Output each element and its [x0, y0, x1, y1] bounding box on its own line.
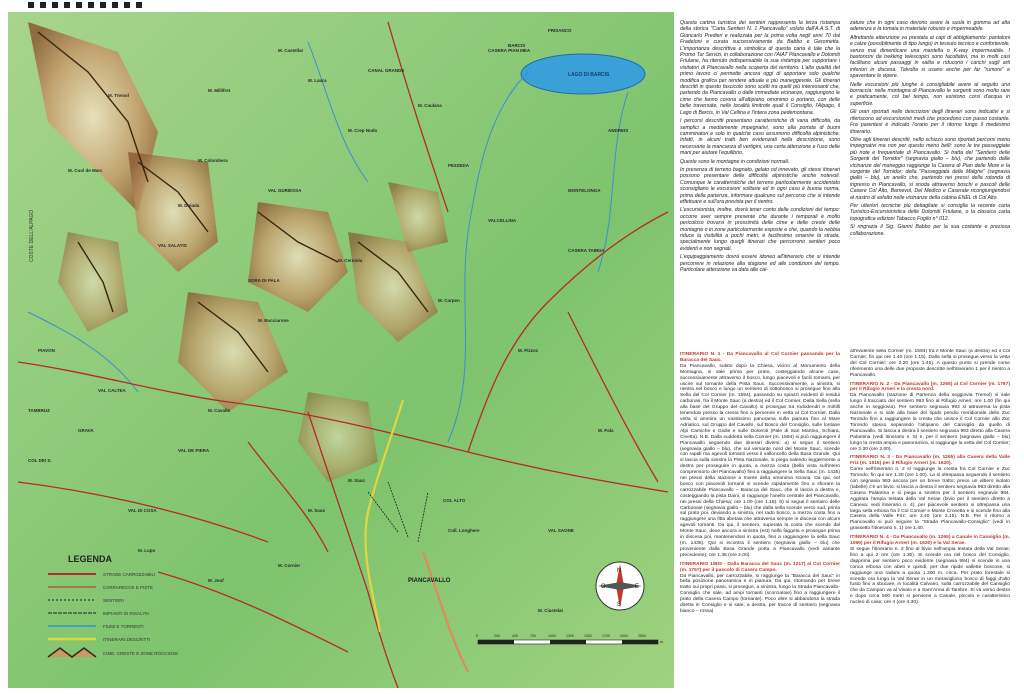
legend-item-1: CARRARECCE E PISTE — [103, 585, 154, 590]
svg-text:700: 700 — [530, 634, 536, 638]
svg-text:1500: 1500 — [584, 634, 592, 638]
color-calibration-bar — [28, 2, 148, 8]
itinerary-1-text: Da Piancavallo, subito dopo la Chiesa, vicino al Monumento della Montagna, si sale prima per prato, costeggiando alcune case, successivamente attraverso il bosco, lungo piacevoli e facili tornanti, per uscire sul tornante della Pista Sauc. Successivamente, a sinistra, si rientra nel bosco e lungo un sentiero di sottobosco si prosegue fino alla Sella del Col Cornier (m. 1594), passando su spiazzi evidenti di residui carbonari, fra il Monte Sauc (a destra) ed il Col Cornier. Dalla Sella (sella alla base del Gruppo del Cavallo) si prosegue tra rododendri e mirtilli tenendosi presso la cresta fino a pervenire in vetta al Col Cornier. Dalla vetta si ammira un vastissimo panorama sulla pianura fino al Mare Adriatico, sul Gruppo del Cavallo, sul Bosco del Consiglio, sulle lontane Alpi Carniche e Giulie e sulle Dolomiti (Pale di San Martino, Schiara, Civetta). N.B. Dalla suddetta sella Cornier (m. 1594) si può raggiungere il Piancavallo seguendo due itinerari diversi: a) si segue il sentiero (segnavia giallo – blu), che sul versante nord del Monte Sauc, scende con rapidi ma agevoli tornanti verso il valloncello della Busa Grande. Qui si lascia sulla sinistra la Pista Nazionale, si piega salendo leggermente a destra per proseguire in quota, a mezza costa (bella vista sull'intero comprensorio del Piancavallo) fino a raggiungere la Sella Sauc (m. 1435) nei pressi della stazione a monte della omonima sciovia. Da qui, nel bosco con piacevoli tornanti si scende rapidamente fino a sfiorare la carrozzabile Piancavallo – Baracca del Sauc, che si lascia a destra e, costeggiando la pista Daini, si raggiunge l'anello centrale del Piancavallo, nei pressi della Chiesa; ore 1.00 (ore 1.15). b) si segue il sentiero delle Carbonaie (segnavia giallo – blu) che dalla sella scende verso sud, prima sul prato poi, deviando a sinistra, nel rado bosco, a mezza costa fino a raggiungere una fitta abetaia che attraversa sempre in discesa con alcuni agevoli tornanti. Da qui, il sentiero, superata la costa che scende dal Monte Sauc, deve ancora a sinistra (est) nella faggeta e prosegue prima in discesa poi, mantenendosi in quota, fino a raggiungere la sella Sauc (m. 1435). Qui si incontra il sentiero (segnavia giallo – blu) che proveniente dalla Busa Grande porta a Piancavallo (vedi variante precedente); ore 1.35 (ore 2.00). — [680, 363, 840, 558]
svg-text:M. Lupo: M. Lupo — [138, 548, 156, 553]
svg-text:ANDREIS: ANDREIS — [608, 128, 629, 133]
itinerary-4-text: Si segue l'itinerario n. 3 fino al bivio nell'ampia testata della Val Serae; fino a qui 2 ore (ore 1.30). Si scende ora nel bosco del Consiglio, dapprima per sentiero poco evidente (segnavia 984) si scende in una conca erbosa con abeti e quindi, per due ripide vallette boscose, si raggiunge una radura a quota 1.300 m. circa. Per prato forestale si scende ora lungo la Val Serae in un meraviglioso bosco di faggi d'alto fusto fino a sbucare, in località Calvario, sulla carrozzabile del Cansiglio che da Campon va al Vivaio e a Sant'Anna di Tambre. Si va verso destra e dopo circa 500 metri si perviene a Canale, piccolo e caratteristico nucleo di case; ore 4 (ore 4.30). — [850, 547, 1010, 606]
itinerary-3-text: Come nell'itinerario n. 2 si raggiunge la cresta fra Col Cornier e Zuc Torondo; fin qui ore 1.30 (ore 1.00). La si oltrepassa seguendo il sentiero con segnavia 993 ancora per un breve tratto; preso un albero isolato (tabelle) c'è un bivio: si lascia a destra il sentiero segnavia 993 diretto alla Casera Palantina e si piega a sinistra per il sentiero segnavia 984. Aggirata l'ampia testata della Val Serae (bivio per il sentiero diretto a Caneva; vedi itinerario n. 4), per piacevole sentiero si oltrepassa una larga sella erbosa fra il Col Cornier e Monte Crosetta e si scende fino alla Casera della Valle Friz; ore 2.40 (ore 2.15). N.B. Per il ritorno a Piancavallo si può seguire la "Strada Piancavallo-Consiglio" (vedi in grassetto l'itinerario n. 1) ore 1.40. — [850, 467, 1010, 532]
svg-text:M. Pizzoc: M. Pizzoc — [518, 348, 539, 353]
svg-text:E: E — [635, 584, 640, 590]
legend-item-6: CIME, CRESTE E ZONE ROCCIOSE — [103, 651, 179, 656]
svg-text:VALCELLINA: VALCELLINA — [488, 218, 517, 223]
svg-text:2500: 2500 — [638, 634, 646, 638]
map-canvas — [8, 12, 674, 688]
itinerary-1-title: ITINERARIO N. 1 - Da Piancavallo al Col Cornier passando per la Baracca del Sauc. — [680, 352, 840, 363]
svg-text:0: 0 — [476, 634, 478, 638]
svg-text:MONTELONGA: MONTELONGA — [568, 188, 601, 193]
svg-text:M. Jouf: M. Jouf — [208, 578, 224, 583]
legend-item-5: ITINERARI DESCRITTI — [103, 637, 151, 642]
svg-text:GRAVA: GRAVA — [78, 428, 94, 433]
svg-text:1700: 1700 — [602, 634, 610, 638]
itinerary-4-title: ITINERARIO N. 4 - Da Piancavallo (m. 1265) a Canale in Cansiglio (m. 1069) per il Rifugio Arneri (m. 1620) e la Val Serae. — [850, 535, 1010, 547]
svg-text:S: S — [617, 602, 622, 608]
legend-item-0: STRADE CARROZZABILI — [103, 572, 156, 577]
svg-text:VAL DE PIERA: VAL DE PIERA — [178, 448, 210, 453]
svg-text:200: 200 — [494, 634, 500, 638]
svg-text:N: N — [617, 568, 622, 574]
svg-text:VAL GURIESSA: VAL GURIESSA — [268, 188, 302, 193]
svg-text:M. Cavallo: M. Cavallo — [208, 408, 231, 413]
svg-text:1000: 1000 — [548, 634, 556, 638]
svg-text:PIAVON: PIAVON — [38, 348, 55, 353]
itinerary-2-title: ITINERARIO N. 2 - Da Piancavallo (m. 1265) al Col Cornier (m. 1767) per il Rifugio Arneri e la cresta nord. — [850, 381, 1010, 393]
legend-item-2: SENTIERI — [103, 598, 124, 603]
svg-text:2000: 2000 — [620, 634, 628, 638]
svg-text:SORA DI PALA: SORA DI PALA — [248, 278, 280, 283]
itinerary-1bis-title: ITINERARIO 1/BIS - Dalla Baracca del Sauc (m. 1217) al Col Cornier (m. 1767) per il pascolo di Casera Campo. — [680, 561, 840, 573]
svg-text:M. Cornier: M. Cornier — [278, 563, 301, 568]
legend-item-4: FIUMI E TORRENTI — [103, 624, 144, 629]
svg-text:COL DEI S.: COL DEI S. — [28, 458, 52, 463]
svg-text:1300: 1300 — [566, 634, 574, 638]
svg-text:PIANCAVALLO: PIANCAVALLO — [408, 578, 451, 584]
svg-text:M. Millifret: M. Millifret — [208, 88, 231, 93]
svg-text:PEZZEDA: PEZZEDA — [448, 163, 470, 168]
svg-text:CANAL GRANDE: CANAL GRANDE — [368, 68, 405, 73]
compass-rose — [596, 562, 644, 610]
svg-text:BARCIS: BARCIS — [508, 43, 526, 48]
svg-text:M. Carpen: M. Carpen — [438, 298, 460, 303]
svg-text:M. Pala: M. Pala — [598, 428, 614, 433]
legend-item-3: IMPIANTI DI RISALITA — [103, 611, 150, 616]
svg-text:VAL CALTEA: VAL CALTEA — [98, 388, 126, 393]
svg-text:M. Colombera: M. Colombera — [198, 158, 228, 163]
itinerary-3-title: ITINERARIO N. 3 - Da Piancavallo (m. 1265) alla Casera della Valle Friz (m. 1515) per il Rifugio Arneri (m. 1620). — [850, 455, 1010, 467]
itinerary-4[interactable] — [423, 552, 468, 672]
itineraries-column-1 — [680, 349, 840, 689]
svg-text:M. Tremol: M. Tremol — [108, 93, 130, 98]
svg-text:M. Castellat: M. Castellat — [278, 48, 304, 53]
svg-text:Coll. Longhere: Coll. Longhere — [448, 528, 480, 533]
svg-text:M. Dolada: M. Dolada — [178, 203, 200, 208]
svg-text:M. Caulana: M. Caulana — [418, 103, 442, 108]
svg-text:M. Saus: M. Saus — [308, 508, 326, 513]
svg-text:CASERA TABEIA: CASERA TABEIA — [568, 248, 605, 253]
legend-symbol-peaks — [48, 648, 96, 657]
itinerary-2-text: Da Piancavallo (stazione di Partenza della seggiovia Tremol) si sale lungo il tracciato del sentiero 993 fino al Rifugio Arneri; ore 1.00 (fin qui anche in seggiovia). Per sentiero segnavia 993 si attraversa la pista Nazionale e si sale alla base del ripido pendio meridionale dello Zuc Torondo fino a raggiungere la cresta che unisce il Col Cornier allo Zuc Torondo stesso separando l'altipiano del Cansiglio da quello di Piancavallo. Si lascia a destra il sentiero segnavia 993 diretto alla Casera Palantina (vedi itinerario n. 5) e, per il sentiero (segnavia giallo – blu) lungo la cresta ampia e panoramica, si raggiunge la vetta del Col Cornier; ore 2.30 (ore 2.00). — [850, 393, 1010, 452]
svg-text:m.: m. — [660, 640, 664, 644]
mountain-ridges — [28, 22, 448, 482]
svg-text:M. Bucciarone: M. Bucciarone — [258, 318, 289, 323]
intro-column-1: Questa cartina turistica dei sentieri rappresenta la terza ristampa della storica "Carta Sentieri N. 1 Piancavallo" voluta dall'A.A.S.T. di Giancarlo Predieri e realizzata per la prima volta negli anni 70 dal Fradeloni e curata successivamente da Babbo e Gerometta. L'importanza descrittiva e simbolica di questa carta è tale che la Promo Tur Servizi, in collaborazione con l'AIAT Piancavallo e Dolomiti Friulane, ha ritenuto indispensabile la sua ristampa per supportare i visitatori di Piancavallo nella scoperta del territorio. L'alta qualità del primo lavoro ci permette ancora oggi di apportare solo qualche modifica grafica per rendere attuale e più maneggevole. Gli itinerari descritti in questo fascicolo sono scelti tra quelli più interessanti che, partendo da Piancavallo o dalle immediate vicinanze, raggiungono le cime che fanno corona all'altipiano omonimo o portano, con delle belle traversate, nelle località limitrofe quali il Consiglio, l'Alpago, il Lago di Barcis, in Val Cellina e l'intera zona pedemontana. I percorsi descritti presentano caratteristiche di varia difficoltà, da semplici a mediamente impegnativi, sono alla portata di buoni camminatori e solo in qualche caso assumono difficoltà alpinistiche. Infatti, in alcuni tratti ben evidenziati nella descrizione, sono necessarie la mancanza di vertigini, una certa attenzione e l'uso delle mani per aiutare l'equilibrio. Queste sono le montagne in condizioni normali. In presenza di terreno bagnato, gelato od innevato, gli stessi itinerari possono presentare delle difficoltà alpinistiche anche notevoli. Comunque le caratteristiche del terreno particolarmente accidentato sconsigliano le escursioni solitarie ed in ogni caso è buona norma, prima della partenza, informare qualcuno sul percorso che si intende effettuare e sull'ora prevista per il rientro. L'escursionista, inoltre, dovrà tener conto delle condizioni del tempo: occorre aver sempre presente che durante i temporali è molto pericoloso trovarsi in prossimità delle cime e delle creste delle montagne o in zone particolarmente esposte e che, quando la nebbia riduce la visibilità a pochi metri, è facilissimo smarrire la strada, specialmente lungo quegli itinerari che percorrono sentieri poco evidenti e non segnati. L'equipaggiamento dovrà essere idoneo all'itinerario che si intende percorrere in relazione alla stagione ed alle condizioni del tempo. Particolare attenzione va data alle cal- — [680, 20, 840, 274]
svg-text:COSTE DELL'ALPAGO: COSTE DELL'ALPAGO — [29, 209, 35, 262]
svg-text:VAL SALATIS: VAL SALATIS — [158, 243, 187, 248]
trail-map[interactable] — [8, 12, 674, 688]
svg-text:O: O — [601, 584, 606, 590]
itinerary-1bis-text: Da Piancavallo, per carrozzabile, si raggiunge la "Baracca del Sauc" in bella posizione panoramica e in pianura. Da qui, ritornando per breve tratto sui propri passi, si prosegue, a sinistra, lungo la Strada Piancavallo-Consiglio che sale, ad ampi tornanti (scorciatoie) fino a raggiungere il prato della Casera Campo (tornante). Poco oltre si abbandona la strada diretta in Consiglio e si sale, a destra, per tracce di sentiero (segnavia bianco – rossa) — [680, 573, 840, 614]
svg-text:M. Crep Nudo: M. Crep Nudo — [348, 128, 378, 133]
svg-text:400: 400 — [512, 634, 518, 638]
ski-lifts — [368, 482, 428, 542]
svg-text:FRISANCO: FRISANCO — [548, 28, 572, 33]
svg-text:COL ALTO: COL ALTO — [443, 498, 466, 503]
intro-column-2: zature che in ogni caso devono avere la suola in gomma ad alta aderenza e la tomaia in materiale robusto e impermeabile. Altrettanta attenzione va prestata ai capi di abbigliamento: pantaloni e calze (possibilmente di tipo lungo) in tessuto tecnico e confortevole, senza mai dimenticare una mantella o K-way impermeabile. I bastoncini da trekking telescopici sono facoltativi, ma in molti casi facilitano alcuni passaggi in salita e riducono i carichi sugli arti inferiori in discesa. Talvolta si usano anche per far "rumore" e spaventare le vipere. Nelle escursioni più lunghe è consigliabile avere al seguito una borraccia: nella montagna di Piancavallo le sorgenti sono molto rare e praticamente, col bel tempo, non esistono corsi d'acqua in superficie. Gli orari riportati nelle descrizioni degli itinerari sono indicativi e si riferiscono ad escursionisti medi che procedono con passo costante. Fra parentesi è indicato l'orario per il ritorno lungo il medesimo itinerario. Oltre agli itinerari descritti, nello schizzo sono riportati percorsi meno impegnativi ma non per questo meno belli: sono le tre passeggiate più note e frequentate di Piancavallo. Si tratta del "Sentiero delle Sorgenti del Tornidor" (segnavia giallo – blu), che partendo dalle vicinanze del maneggio raggiunge la Casera di Pian delle More e la sorgente del Tornidor; della "Passeggiata delle Malghe" (segnavia giallo – blu), un anello che, partendo nei pressi della rotonda di ingresso in Piancavallo, si snoda attraverso boschi e pascoli delle Casere Col Alto, Barnevol, Del Medico e Caserate ricongiungendosi al nastro di asfalto nelle vicinanze della cabina ENEL di Col Alto. Per ulteriori tecniche più dettagliate si consiglia la recente carta Turistico-Escursionistica delle Dolomiti Friulane, o la classica carta topografica edizioni Tabacco Foglio n° 012. Si ringrazia il Sig. Gianni Babbo per la sua costante e preziosa collaborazione. — [850, 20, 1010, 237]
svg-text:TAMBRUZ: TAMBRUZ — [28, 408, 50, 413]
map-legend — [48, 554, 178, 657]
legend-title: LEGENDA — [68, 554, 113, 564]
svg-text:M. Cuol de Marc: M. Cuol de Marc — [68, 168, 103, 173]
itineraries-column-2 — [850, 349, 1010, 689]
svg-text:M. Laura: M. Laura — [308, 78, 327, 83]
print-registration-marks — [0, 0, 1024, 12]
scale-bar — [476, 634, 664, 644]
svg-text:VAL DI COSA: VAL DI COSA — [128, 508, 157, 513]
svg-text:M. Ciastelat: M. Ciastelat — [538, 608, 564, 613]
lake-label: LAGO DI BARCIS — [568, 72, 610, 78]
svg-text:CASERA PIAN MEA: CASERA PIAN MEA — [488, 48, 531, 53]
svg-text:M. Sauc: M. Sauc — [348, 478, 366, 483]
svg-text:VAL SAONE: VAL SAONE — [548, 528, 574, 533]
svg-text:M. Cerniola: M. Cerniola — [338, 258, 363, 263]
itinerary-1bis-continued: all'evidente sella Cornier (m. 1594) fra il Monte Sauc (a destra) ed il Col Cornier; fin qui ore 1.40 (ore 1.15). Dalla sella si prosegue verso la vetta del Col Cornier; ore 2.20 (ore 1.45). A questo punto si prende come riferimento una delle due proposte descritte nell'itinerario 1 per il rientro a Piancavallo. — [850, 349, 1010, 378]
